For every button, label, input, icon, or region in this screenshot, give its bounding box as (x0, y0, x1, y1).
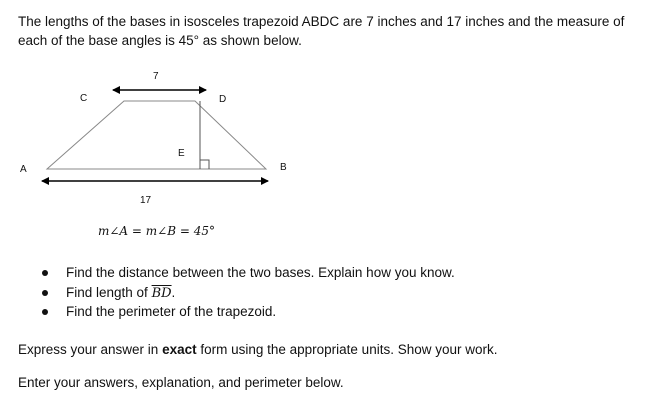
segment-bd: $\overline{BD}$ (151, 285, 172, 301)
task-item-distance: Find the distance between the two bases. Explain how you know. (40, 263, 455, 283)
express-exact: exact (162, 342, 197, 357)
label-7: 7 (153, 71, 159, 82)
enter-instruction: Enter your answers, explanation, and perimeter below. (18, 375, 344, 390)
task-item-bd (40, 283, 455, 303)
label-e: E (178, 148, 185, 159)
label-17: 17 (140, 195, 152, 206)
angle-equation: m∠A = m∠B = 45° (98, 224, 215, 238)
right-angle-marker (200, 160, 209, 169)
trapezoid-shape (47, 101, 266, 169)
task-item-bd-prefix: Find length of (66, 284, 152, 300)
express-after: form using the appropriate units. Show your work. (196, 342, 498, 357)
task-item-bd-suffix: . (171, 284, 176, 300)
trapezoid-figure (0, 60, 659, 220)
label-d: D (219, 94, 227, 105)
label-b: B (280, 162, 287, 173)
label-c: C (80, 93, 88, 104)
task-item-perimeter: Find the perimeter of the trapezoid. (40, 302, 455, 322)
express-before: Express your answer in (18, 342, 163, 357)
express-instruction (18, 342, 498, 357)
label-a: A (20, 164, 27, 175)
task-list (40, 263, 455, 322)
problem-intro: The lengths of the bases in isosceles trapezoid ABDC are 7 inches and 17 inches and the measure of each of the base angles is 45° as shown below. (18, 14, 625, 48)
